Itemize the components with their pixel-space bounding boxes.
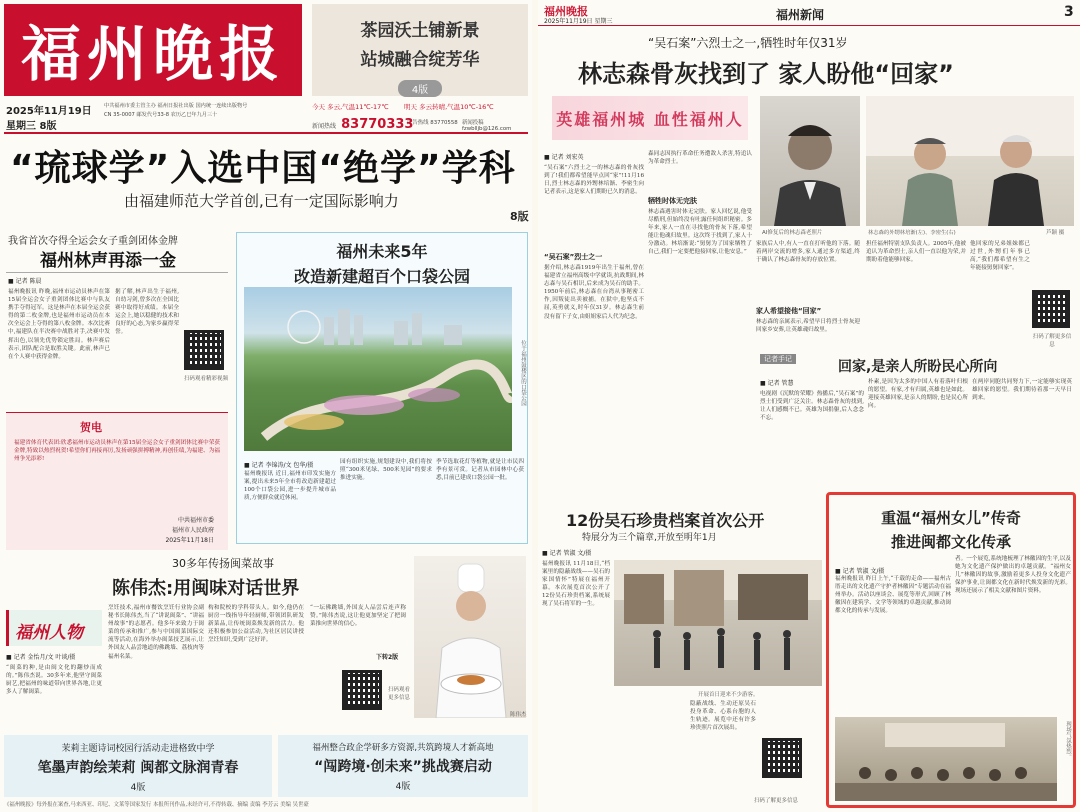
highlight-byline-text: 记者 管淑 文/摄 bbox=[842, 568, 885, 575]
fencing-byline: ■ 记者 陈晨 bbox=[8, 278, 42, 285]
mini-masthead: 福州晚报 bbox=[544, 5, 588, 18]
hero-banner bbox=[552, 96, 748, 140]
weather-today: 今天 多云,气温11℃-17℃ bbox=[312, 103, 389, 111]
bottom-left-kicker: 茉莉主题诗词校园行活动走进格致中学 bbox=[61, 744, 215, 754]
fencing-headline[interactable]: 福州林声再添一金 bbox=[40, 251, 176, 271]
chef-portrait bbox=[414, 556, 526, 718]
archive-headline[interactable]: 12份吴石珍贵档案首次公开 bbox=[566, 511, 765, 530]
bottom-teaser-right[interactable] bbox=[278, 735, 528, 797]
park-body-col2: 园有组织实施,规划建设中,我们将按照“300米见绿、500米见园”的要求推进实施。 bbox=[340, 459, 432, 482]
chen-headline[interactable]: 陈伟杰:用闽味对话世界 bbox=[112, 578, 300, 599]
lead-byline: ■ 记者 刘宏英 bbox=[544, 154, 584, 161]
park-headline-line1: 福州未来5年 bbox=[336, 242, 428, 261]
lead-qr-caption: 扫码了解更多信息 bbox=[1032, 334, 1072, 348]
lead-body-col1: “吴石案”六烈士之一的林志森的骨灰找到了!我们都希望能早点回“家”!11月16日,烈士林志森的外甥林培渐、李密生向记者表示,这是家人们期盼已久的消息。 bbox=[544, 165, 644, 196]
header-date: 2025年11月19日 星期三 bbox=[544, 18, 613, 25]
lead-body-col5: 他回家的兄弟姐妹都已过世,外甥们年事已高,“我们都希望有生之年能接舅舅回家”。 bbox=[970, 241, 1030, 272]
park-photo-caption: 位于福州鼓楼区的口袋公园 bbox=[520, 340, 526, 406]
date-bar bbox=[4, 100, 528, 134]
lead-subhead-3: 家人希望接他“回家” bbox=[756, 307, 822, 315]
masthead-title: 福州晚报 bbox=[21, 20, 285, 90]
news-page-3 bbox=[538, 0, 1080, 812]
weather-tomorrow: 明天 多云转晴,气温10℃-16℃ bbox=[404, 103, 494, 111]
hotline-number: 83770333 bbox=[341, 117, 414, 132]
bottom-left-page: 4版 bbox=[130, 783, 146, 793]
chen-qr-code[interactable] bbox=[342, 670, 382, 710]
top-teaser[interactable] bbox=[312, 4, 528, 96]
hotline-label: 新闻热线 bbox=[312, 123, 337, 130]
bottom-teaser-left[interactable] bbox=[4, 735, 272, 797]
fencing-qr-caption: 扫码观看精彩视频 bbox=[184, 376, 229, 382]
fencing-qr-code[interactable] bbox=[184, 330, 224, 370]
chen-photo bbox=[414, 556, 526, 718]
family-photo-caption: 林志森的外甥林培渐(左)、李密生(右) bbox=[868, 230, 956, 236]
footer: 《福州晚报》每外报在案查,马来西亚、印尼、文莱等国家发行 本报所刊作品,未经许可,不得转载、摘编 责编 李芳云 美编 吴世豪 bbox=[4, 802, 309, 808]
park-photo bbox=[244, 287, 512, 451]
hero-banner-text: 英雄福州城 血性福州人 bbox=[556, 109, 744, 129]
lead-byline-text: 记者 刘宏英 bbox=[551, 154, 584, 161]
fencing-byline-text: 记者 陈晨 bbox=[15, 278, 42, 285]
top-teaser-line1: 茶园沃土铺新景 bbox=[360, 21, 480, 41]
park-byline: ■ 记者 李锦涛/文 包华/摄 bbox=[244, 462, 314, 469]
chen-body-col1: “闽菜的种,是由闽文化的翻炒而成的。”陈伟杰说。30多年来,他坚守闽菜厨艺,把福州的味道带向世界各地,让更多人了解闽菜。 bbox=[6, 665, 102, 696]
commentary-label: 记者手记 bbox=[760, 354, 796, 364]
chen-body-col4: “一坛佛跳墙,外国友人品尝后连声称赞。”陈伟杰说,这让他更加坚定了把闽菜推向世界的信心。 bbox=[310, 605, 406, 628]
park-body-col3: 季节选取花灯等植物,就是让市民四季有景可赏。记者从市园林中心获悉,目前已建成口袋公园一批。 bbox=[436, 459, 524, 482]
publisher-info: 中共福州市委主管主办 福州日报社出版 国内统一连续出版物号 CN 35-0007 邮发代号33-8 农历乙巳年九月三十 bbox=[104, 103, 248, 118]
chen-column-banner bbox=[6, 610, 102, 646]
bottom-right-kicker: 福州整合政企学研多方资源,共筑跨境人才新高地 bbox=[312, 743, 494, 753]
congrats-sign2: 福州市人民政府 bbox=[171, 527, 214, 534]
chen-body-col3: 构和院校的学科带头人。如今,他仍在厨房一线指导年轻厨师,带领团队研发新菜品,让传统闽菜焕发新的活力。他还积极参加公益活动,为社区居民讲授烹饪知识,受到广泛好评。 bbox=[208, 605, 304, 644]
chen-qr-caption: 扫码观看更多信息 bbox=[388, 687, 411, 701]
highlight-photo-art bbox=[835, 717, 1057, 801]
highlight-byline: ■ 记者 管淑 文/摄 bbox=[835, 568, 885, 575]
lead-subhead-1: 牺牲时体无完肤 bbox=[648, 197, 697, 205]
chen-body-col2: 烹饪技术,福州市餐饮烹饪行业协会副秘书长陈伟杰,当了“讲说闽菜”、“讲福州故事”的志愿者。他多年来致力于闽菜的传承和推广,参与中国闽菜国际交流等活动,在海外举办闽菜技艺展示,让外国友人品尝地道的佛跳墙、荔枝肉等福州名菜。 bbox=[108, 605, 204, 660]
ad-hotline: 广告热线 83770558 bbox=[407, 120, 458, 126]
commentary-body-col3: 在两岸同胞共同努力下,一定能够实现英雄回家的愿望。我们期待着那一天早日到来。 bbox=[972, 379, 1072, 402]
chen-kicker: 30多年传扬闽菜故事 bbox=[172, 557, 274, 570]
congrats-title: 贺电 bbox=[80, 421, 102, 434]
hotline-group bbox=[312, 113, 413, 132]
commentary-body-col2: 朴素,是因为太多的中国人有着落叶归根的愿望。有家,才有归属,英雄也是如此。迎接英雄回家,是亲人的期盼,也是民心所向。 bbox=[868, 379, 968, 410]
archive-photo bbox=[614, 560, 822, 686]
highlight-photo bbox=[835, 717, 1057, 801]
chen-next-page: 下转2版 bbox=[376, 654, 399, 661]
lead-kicker: “吴石案”六烈士之一,牺牲时年仅31岁 bbox=[648, 36, 848, 50]
congrats-sign1: 中共福州市委 bbox=[177, 517, 214, 524]
portrait-art bbox=[760, 96, 860, 226]
bottom-right-page: 4版 bbox=[395, 782, 411, 792]
archive-photo-art bbox=[614, 560, 822, 686]
archive-byline: ■ 记者 管淑 文/摄 bbox=[542, 550, 592, 557]
congrats-date: 2025年11月18日 bbox=[165, 537, 214, 544]
lead-body-col2: 森同志因执行革命任务遭敌人杀害,特追认为革命烈士。 bbox=[648, 151, 752, 166]
commentary-byline-text: 记者 管慧 bbox=[767, 380, 794, 387]
commentary-byline: ■ 记者 管慧 bbox=[760, 380, 794, 387]
top-teaser-page: 4版 bbox=[398, 80, 442, 97]
commentary-headline[interactable]: 回家,是亲人所盼民心所向 bbox=[838, 359, 998, 375]
fencing-body-col1: 福州晚报讯 昨晚,福州市运动员林声在第15届全运会女子重剑团体比赛中与队友携手夺得冠军。这是林声在本届全运会获得的第二枚金牌,也是福州市运动员在本次全运会上夺得的第八枚金牌。本次比赛中,福建队在半决赛中战胜对手,决赛中发挥出色,以领先优势锁定胜局。林声赛后表示,团队配合是取胜关键。此前,林声已在个人赛中获得金牌。 bbox=[8, 289, 110, 360]
highlighted-story[interactable] bbox=[826, 492, 1076, 808]
park-body-col1: 福州晚报讯 近日,福州市印发实施方案,提出未来5年全市将改造新建超过100个口袋公园,进一步提升城市品质,方便群众就近休闲。 bbox=[244, 471, 336, 502]
chen-byline-text: 记者 金怡月/文 叶谈/摄 bbox=[13, 654, 76, 661]
lead-body-col3b: 林志森的亲属表示,希望早日将烈士骨灰迎回家乡安葬,让英雄魂归故里。 bbox=[756, 319, 860, 334]
lead-subhead-2: “吴石案”烈士之一 bbox=[544, 253, 603, 261]
chen-byline: ■ 记者 金怡月/文 叶谈/摄 bbox=[6, 654, 76, 661]
family-photo bbox=[866, 96, 1074, 226]
archive-photo-caption: 开展首日迎来不少游客。 bbox=[698, 692, 759, 698]
divider bbox=[6, 272, 228, 273]
bottom-right-headline: “闯跨境·创未来”挑战赛启动 bbox=[314, 759, 492, 775]
photo-credit: 芦颖 摄 bbox=[1046, 230, 1065, 236]
archive-subhead: 特展分为三个篇章,开放至明年1月 bbox=[582, 533, 717, 543]
masthead-banner bbox=[4, 4, 302, 96]
highlight-body-col1: 福州晚报讯 昨日上午,“千载的走命——福州古厝走出的文化遗产守护者林徽因”专题活动在福州举办。活动以座谈会、展览等形式,回顾了林徽因在建筑学、文学等领域的卓越贡献,推动闽都文化的传承与发展。 bbox=[835, 576, 951, 615]
archive-qr-code[interactable] bbox=[762, 738, 802, 778]
chen-photo-caption: 陈伟杰 bbox=[510, 712, 527, 718]
lead-headline-right[interactable]: 林志森骨灰找到了 家人盼他“回家” bbox=[578, 60, 954, 88]
family-photo-art bbox=[866, 96, 1074, 226]
issue-weekday: 星期三 8版 bbox=[6, 121, 57, 132]
lead-qr-code[interactable] bbox=[1032, 290, 1070, 328]
lead-headline[interactable]: “琉球学”入选中国“绝学”学科 bbox=[10, 148, 516, 189]
congrats-body: 福建省体育代表团:欣悉福州市运动员林声在第15届全运会女子重剑团体比赛中荣获金牌,特致以热烈祝贺!希望你们再接再厉,发扬顽强拼搏精神,再创佳绩,为福建、为福州争光添彩! bbox=[14, 440, 220, 463]
fencing-body-col2: 据了解,林声出生于福州,自幼习剑,曾多次在全国比赛中取得好成绩。本届全运会上,她以稳健的技术和良好的心态,为家乡赢得荣誉。 bbox=[115, 289, 179, 336]
lead-subhead: 由福建师范大学首创,已有一定国际影响力 bbox=[124, 192, 399, 210]
page-number: 3 bbox=[1064, 4, 1074, 20]
highlight-headline-line2: 推进闽都文化传承 bbox=[890, 533, 1011, 551]
chen-column-title: 福州人物 bbox=[15, 623, 83, 643]
section-name: 福州新闻 bbox=[776, 8, 825, 22]
issue-date: 2025年11月19日 bbox=[6, 106, 92, 117]
congrats-box bbox=[6, 412, 228, 550]
commentary-body-col1: 电视剧《沉默的荣耀》热播后,“吴石案”的烈士们受到广泛关注。林志森骨灰的找到,让人们感慨不已。英雄为国捐躯,后人念念不忘。 bbox=[760, 391, 864, 422]
page-header bbox=[538, 0, 1080, 26]
portrait-photo bbox=[760, 96, 860, 226]
bottom-left-headline: 笔墨声韵绘茉莉 闽都文脉润青春 bbox=[37, 760, 239, 776]
highlight-headline-line1: 重温“福州女儿”传奇 bbox=[881, 509, 1021, 527]
fencing-kicker: 我省首次夺得全运会女子重剑团体金牌 bbox=[8, 236, 178, 247]
archive-body-col3: 隐蔽战线、生动还原吴石投身革命、心系台胞的人生轨迹。展览中还有许多珍贵照片首次展出。 bbox=[690, 701, 756, 732]
portrait-caption: AI修复后的林志森老照片 bbox=[762, 230, 823, 236]
lead-body-col4: 担任福州特别支队负责人。2005年,他被追认为革命烈士,亲人们一直以他为荣,并期盼着他能够回家。 bbox=[866, 241, 966, 264]
lead-body-col2b: 林志森遇害时体无完肤。家人回忆说,他受尽酷刑,但始终没有吐露任何组织秘密。多年来,家人一直在寻找他的骨灰下落,希望能让他魂归故里。这次终于找到了,家人十分激动。林培渐说:“舅舅为了国家牺牲了自己,我们一定要把他接回家,让他安息。” bbox=[648, 209, 752, 256]
top-teaser-line2: 站城融合绽芳华 bbox=[360, 50, 480, 70]
archive-body-col1: 福州晚报讯 11月18日,“档案里的隐蔽战线——吴石的家国情怀”特展在福州开幕。本次展览首次公开了12份吴石珍贵档案,系统展现了吴石将军的一生。 bbox=[542, 561, 610, 608]
email: 新闻投稿 fzwblljb@126.com bbox=[462, 120, 512, 132]
archive-qr-caption: 扫码了解更多信息 bbox=[754, 798, 799, 804]
front-page bbox=[0, 0, 532, 812]
archive-byline-text: 记者 管淑 文/摄 bbox=[549, 550, 592, 557]
highlight-photo-caption: 现场气氛热烈。 bbox=[1065, 721, 1071, 760]
park-byline-text: 记者 李锦涛/文 包华/摄 bbox=[251, 462, 314, 469]
highlight-body-col2: 者。一个展览,系统地梳理了林徽因的生平,以及她为文化遗产保护做出的卓越贡献。“福州女儿”林徽因的故事,激励着更多人投身文化遗产保护事业,让闽都文化在新时代焕发新的光彩。现场还展示了相关文献和图片资料。 bbox=[955, 556, 1071, 595]
lead-body-col3: 家族后人中,有人一直在打听他的下落。随着两岸交流的增多,家人通过多方渠道,终于确认了林志森骨灰的存放位置。 bbox=[756, 241, 860, 264]
lead-page: 8版 bbox=[510, 210, 529, 223]
park-photo-art bbox=[244, 287, 512, 451]
lead-body-col1b: 据介绍,林志森1919年出生于福州,曾在福建省立福州高级中学就读,抗战期间,林志森与吴石相识,后来成为吴石的助手。1950年前后,林志森在台湾从事秘密工作,因叛徒出卖被捕。在狱中,他坚贞不屈,英勇就义,时年仅31岁。林志森生前没有留下子女,由姐姐家后人代为纪念。 bbox=[544, 265, 644, 320]
park-headline-line2: 改造新建超百个口袋公园 bbox=[293, 267, 470, 286]
